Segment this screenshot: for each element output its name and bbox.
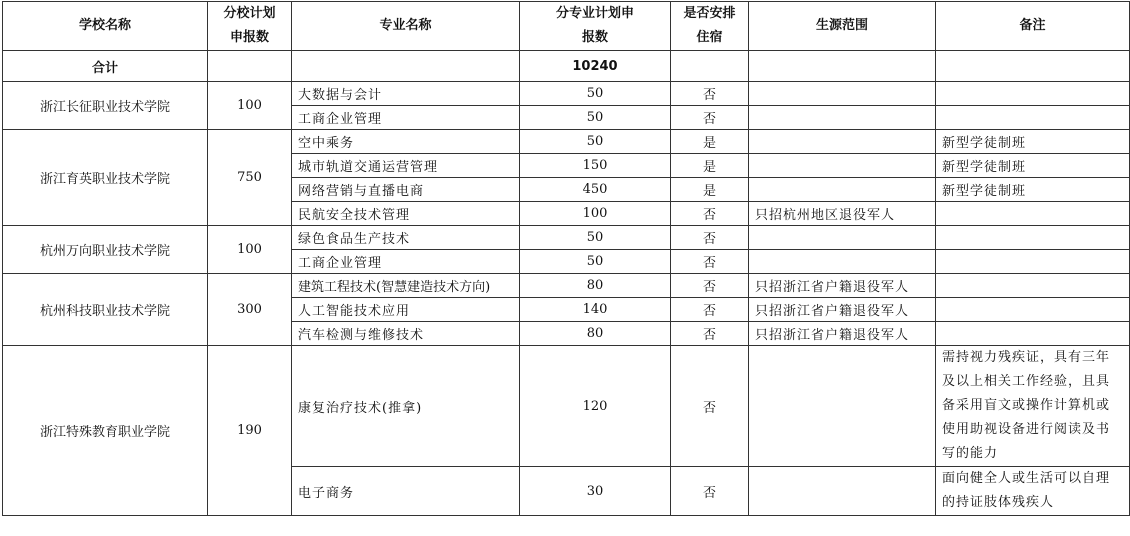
header-dorm: 是否安排住宿 bbox=[671, 2, 749, 51]
remark bbox=[936, 274, 1130, 298]
header-major: 专业名称 bbox=[292, 2, 520, 51]
dorm-status: 是 bbox=[671, 178, 749, 202]
major-name: 建筑工程技术(智慧建造技术方向) bbox=[292, 274, 520, 298]
major-name: 城市轨道交通运营管理 bbox=[292, 154, 520, 178]
major-plan: 80 bbox=[520, 322, 671, 346]
table-row bbox=[3, 82, 1130, 106]
total-source-cell bbox=[749, 51, 936, 82]
source-scope bbox=[749, 154, 936, 178]
dorm-status: 是 bbox=[671, 154, 749, 178]
school-name: 浙江特殊教育职业学院 bbox=[3, 346, 208, 516]
major-plan: 150 bbox=[520, 154, 671, 178]
remark bbox=[936, 298, 1130, 322]
remark: 需持视力残疾证，具有三年及以上相关工作经验，且具备采用盲文或操作计算机或使用助视设备进行阅读及书写的能力 bbox=[936, 346, 1130, 467]
source-scope: 只招浙江省户籍退役军人 bbox=[749, 298, 936, 322]
dorm-status: 否 bbox=[671, 298, 749, 322]
header-source: 生源范围 bbox=[749, 2, 936, 51]
source-scope: 只招杭州地区退役军人 bbox=[749, 202, 936, 226]
remark bbox=[936, 250, 1130, 274]
header-branch-plan: 分校计划申报数 bbox=[208, 2, 292, 51]
remark bbox=[936, 322, 1130, 346]
major-plan: 50 bbox=[520, 226, 671, 250]
remark: 新型学徒制班 bbox=[936, 154, 1130, 178]
enrollment-plan-table bbox=[2, 1, 1130, 516]
school-name: 浙江育英职业技术学院 bbox=[3, 130, 208, 226]
school-name: 浙江长征职业技术学院 bbox=[3, 82, 208, 130]
remark bbox=[936, 226, 1130, 250]
school-name: 杭州科技职业技术学院 bbox=[3, 274, 208, 346]
major-name: 民航安全技术管理 bbox=[292, 202, 520, 226]
major-name: 汽车检测与维修技术 bbox=[292, 322, 520, 346]
remark bbox=[936, 82, 1130, 106]
dorm-status: 否 bbox=[671, 322, 749, 346]
major-name: 空中乘务 bbox=[292, 130, 520, 154]
remark bbox=[936, 202, 1130, 226]
header-major-plan: 分专业计划申报数 bbox=[520, 2, 671, 51]
major-plan: 100 bbox=[520, 202, 671, 226]
school-plan: 100 bbox=[208, 82, 292, 130]
major-name: 网络营销与直播电商 bbox=[292, 178, 520, 202]
header-note: 备注 bbox=[936, 2, 1130, 51]
remark: 新型学徒制班 bbox=[936, 130, 1130, 154]
dorm-status: 否 bbox=[671, 202, 749, 226]
dorm-status: 否 bbox=[671, 106, 749, 130]
major-plan: 80 bbox=[520, 274, 671, 298]
dorm-status: 否 bbox=[671, 250, 749, 274]
source-scope bbox=[749, 346, 936, 467]
major-name: 电子商务 bbox=[292, 467, 520, 516]
source-scope bbox=[749, 130, 936, 154]
dorm-status: 否 bbox=[671, 274, 749, 298]
total-label: 合计 bbox=[3, 51, 208, 82]
total-major-cell bbox=[292, 51, 520, 82]
dorm-status: 否 bbox=[671, 467, 749, 516]
total-dorm-cell bbox=[671, 51, 749, 82]
header-school: 学校名称 bbox=[3, 2, 208, 51]
source-scope bbox=[749, 226, 936, 250]
dorm-status: 是 bbox=[671, 130, 749, 154]
source-scope bbox=[749, 178, 936, 202]
major-name: 工商企业管理 bbox=[292, 250, 520, 274]
major-plan: 50 bbox=[520, 106, 671, 130]
remark: 新型学徒制班 bbox=[936, 178, 1130, 202]
major-name: 康复治疗技术(推拿) bbox=[292, 346, 520, 467]
major-name: 绿色食品生产技术 bbox=[292, 226, 520, 250]
header-row bbox=[3, 2, 1130, 51]
source-scope bbox=[749, 82, 936, 106]
dorm-status: 否 bbox=[671, 226, 749, 250]
major-plan: 120 bbox=[520, 346, 671, 467]
major-plan: 30 bbox=[520, 467, 671, 516]
school-plan: 750 bbox=[208, 130, 292, 226]
table-row bbox=[3, 274, 1130, 298]
source-scope bbox=[749, 250, 936, 274]
school-plan: 100 bbox=[208, 226, 292, 274]
remark: 面向健全人或生活可以自理的持证肢体残疾人 bbox=[936, 467, 1130, 516]
major-plan: 140 bbox=[520, 298, 671, 322]
school-plan: 300 bbox=[208, 274, 292, 346]
table-row bbox=[3, 130, 1130, 154]
source-scope bbox=[749, 467, 936, 516]
source-scope bbox=[749, 106, 936, 130]
major-plan: 50 bbox=[520, 130, 671, 154]
source-scope: 只招浙江省户籍退役军人 bbox=[749, 322, 936, 346]
school-name: 杭州万向职业技术学院 bbox=[3, 226, 208, 274]
source-scope: 只招浙江省户籍退役军人 bbox=[749, 274, 936, 298]
remark bbox=[936, 106, 1130, 130]
school-plan: 190 bbox=[208, 346, 292, 516]
table-row bbox=[3, 226, 1130, 250]
total-note-cell bbox=[936, 51, 1130, 82]
major-name: 人工智能技术应用 bbox=[292, 298, 520, 322]
major-plan: 450 bbox=[520, 178, 671, 202]
major-name: 工商企业管理 bbox=[292, 106, 520, 130]
dorm-status: 否 bbox=[671, 82, 749, 106]
total-branch-plan-cell bbox=[208, 51, 292, 82]
total-row bbox=[3, 51, 1130, 82]
total-value: 10240 bbox=[520, 51, 671, 82]
major-plan: 50 bbox=[520, 250, 671, 274]
table-row bbox=[3, 346, 1130, 467]
major-plan: 50 bbox=[520, 82, 671, 106]
major-name: 大数据与会计 bbox=[292, 82, 520, 106]
dorm-status: 否 bbox=[671, 346, 749, 467]
